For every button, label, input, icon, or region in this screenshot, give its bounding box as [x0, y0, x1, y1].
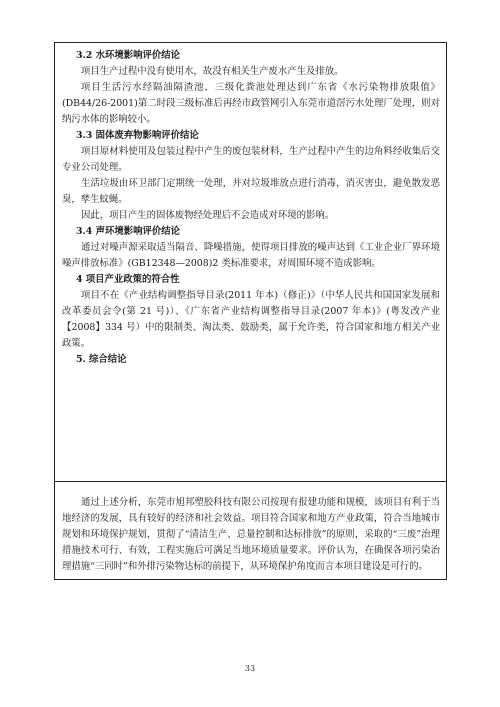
paragraph: 因此，项目产生的固体废物经处理后不会造成对环境的影响。 — [81, 210, 335, 221]
paragraph: 项目原材料使用及包装过程中产生的废包装材料，生产过程中产生的边角料经收集后交专业公司处理。 — [62, 146, 440, 173]
paragraph: 项目生产过程中没有使用水，故没有相关生产废水产生及排放。 — [81, 66, 344, 77]
page-number: 33 — [244, 664, 256, 673]
paragraph: 生活垃圾由环卫部门定期统一处理，并对垃圾堆放点进行消毒，消灭害虫，避免散发恶臭，孳生蚊蝇。 — [62, 178, 440, 205]
heading-3-3: 3.3 固体废弃物影响评价结论 — [76, 130, 199, 141]
heading-4: 4 项目产业政策的符合性 — [76, 274, 180, 285]
heading-3-2: 3.2 水环境影响评价结论 — [76, 50, 180, 61]
paragraph: 项目不在《产业结构调整指导目录(2011 年本)（修正)》（中华人民共和国国家发展和改革委员会令(第 21 号)）、《广东省产业结构调整指导目录(2007 年本)》(粤发改产业【2008】334 号）中的限制类、淘汰类、鼓励类，属于允许类，符合国家和地方相关产业政策。 — [62, 290, 440, 349]
section-divider — [54, 481, 447, 482]
conclusion-paragraph: 通过上述分析，东莞市旭邦塑胶科技有限公司按现有报建功能和规模，该项目有利于当地经济的发展，具有较好的经济和社会效益。项目符合国家和地方产业政策，符合当地城市规划和环境保护规划，贯彻了“清洁生产、总量控制和达标排放”的原则，采取的“三废”治理措施技术可行、有效，工程实施后可满足当地环境质量要求。评价认为，在确保各项污染治理措施“三同时”和外排污染物达标的前提下，从环境保护角度而言本项目建设是可行的。 — [62, 497, 440, 572]
heading-5: 5. 综合结论 — [76, 354, 127, 365]
main-content — [62, 48, 440, 368]
paragraph: 项目生活污水经隔油隔渣池、三级化粪池处理达到广东省《水污染物排放限值》(DB44/26-2001)第二时段三级标准后再经市政管网引入东莞市道滘污水处理厂处理，则对纳污水体的影响较小。 — [62, 82, 440, 125]
conclusion-content — [62, 495, 440, 575]
heading-3-4: 3.4 声环境影响评价结论 — [76, 226, 180, 237]
paragraph: 通过对噪声源采取适当隔音、降噪措施，使得项目排放的噪声达到《工业企业厂界环境噪声排放标准》(GB12348—2008)2 类标准要求，对周围环境不造成影响。 — [62, 242, 440, 269]
